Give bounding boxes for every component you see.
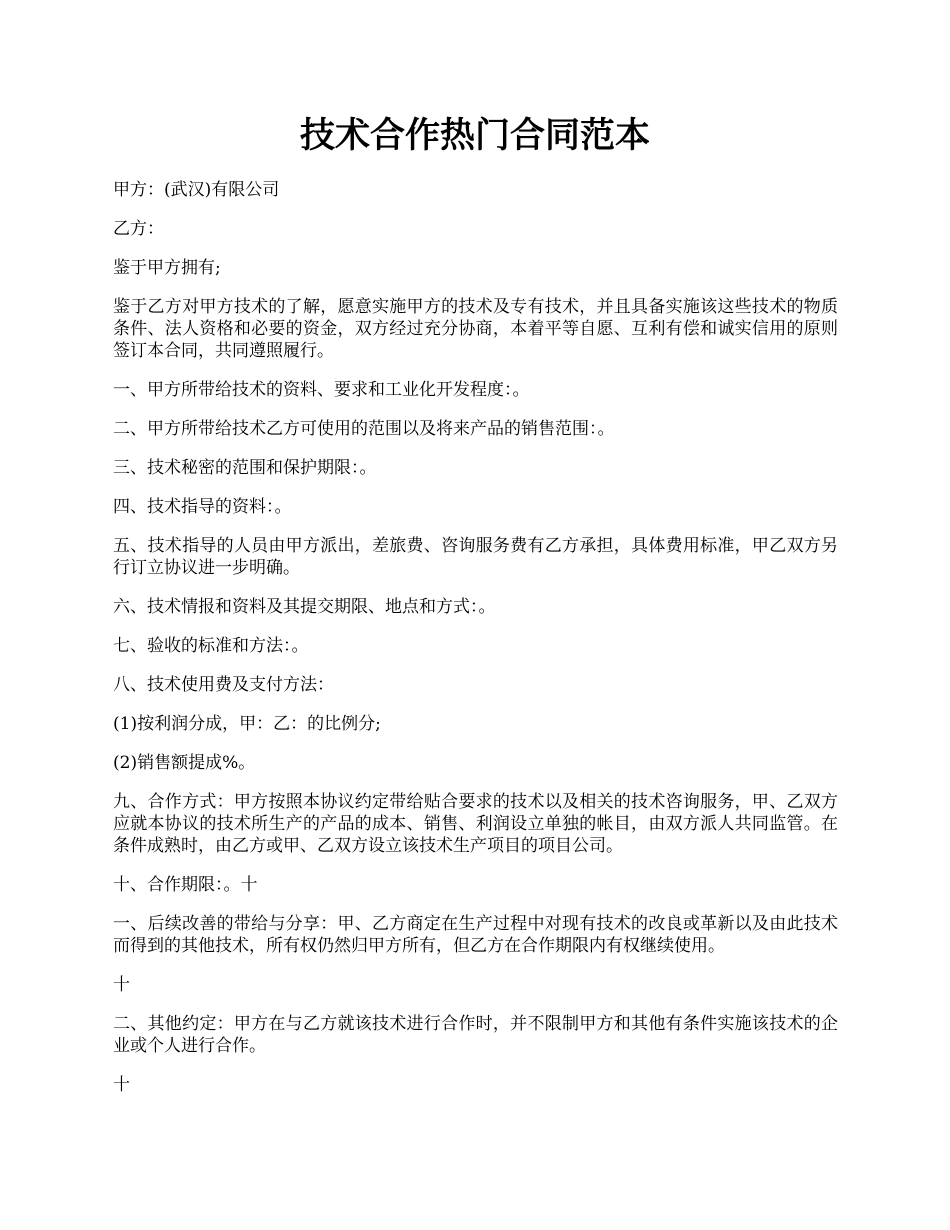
recital-1: 鉴于甲方拥有; bbox=[113, 258, 221, 278]
clause-10: 十、合作期限：。十 bbox=[113, 875, 258, 895]
recital-2: 鉴于乙方对甲方技术的了解，愿意实施甲方的技术及专有技术，并且具备实施该这些技术的物质条件、法人资格和必要的资金，双方经过充分协商，本着平等自愿、互利有偿和诚实信用的原则签订本合同，共同遵照履行。 bbox=[113, 297, 838, 361]
clause-8-item-2: (2)销售额提成%。 bbox=[113, 753, 256, 773]
clause-12: 二、其他约定：甲方在与乙方就该技术进行合作时，并不限制甲方和其他有条件实施该技术的企业或个人进行合作。 bbox=[113, 1014, 838, 1056]
document-body bbox=[113, 179, 838, 1113]
clause-13-numeral: 十 bbox=[113, 1075, 130, 1095]
clause-4: 四、技术指导的资料：。 bbox=[113, 497, 292, 517]
clause-1: 一、甲方所带给技术的资料、要求和工业化开发程度：。 bbox=[113, 380, 530, 400]
clause-2: 二、甲方所带给技术乙方可使用的范围以及将来产品的销售范围：。 bbox=[113, 419, 615, 439]
clause-5: 五、技术指导的人员由甲方派出，差旅费、咨询服务费有乙方承担，具体费用标准，甲乙双方另行订立协议进一步明确。 bbox=[113, 536, 838, 578]
clause-3: 三、技术秘密的范围和保护期限：。 bbox=[113, 458, 377, 478]
clause-6: 六、技术情报和资料及其提交期限、地点和方式：。 bbox=[113, 597, 496, 617]
clause-7: 七、验收的标准和方法：。 bbox=[113, 636, 309, 656]
clause-11: 一、后续改善的带给与分享：甲、乙方商定在生产过程中对现有技术的改良或革新以及由此技术而得到的其他技术，所有权仍然归甲方所有，但乙方在合作期限内有权继续使用。 bbox=[113, 914, 838, 956]
party-b-line: 乙方： bbox=[113, 219, 164, 239]
party-a-line: 甲方：(武汉)有限公司 bbox=[113, 180, 280, 200]
document-title: 技术合作热门合同范本 bbox=[299, 115, 650, 156]
clause-8: 八、技术使用费及支付方法： bbox=[113, 675, 334, 695]
clause-9: 九、合作方式：甲方按照本协议约定带给贴合要求的技术以及相关的技术咨询服务，甲、乙双方应就本协议的技术所生产的产品的成本、销售、利润设立单独的帐目，由双方派人共同监管。在条件成熟时，由乙方或甲、乙双方设立该技术生产项目的项目公司。 bbox=[113, 792, 838, 856]
clause-12-numeral: 十 bbox=[113, 975, 130, 995]
clause-8-item-1: (1)按利润分成，甲：乙：的比例分; bbox=[113, 714, 381, 734]
